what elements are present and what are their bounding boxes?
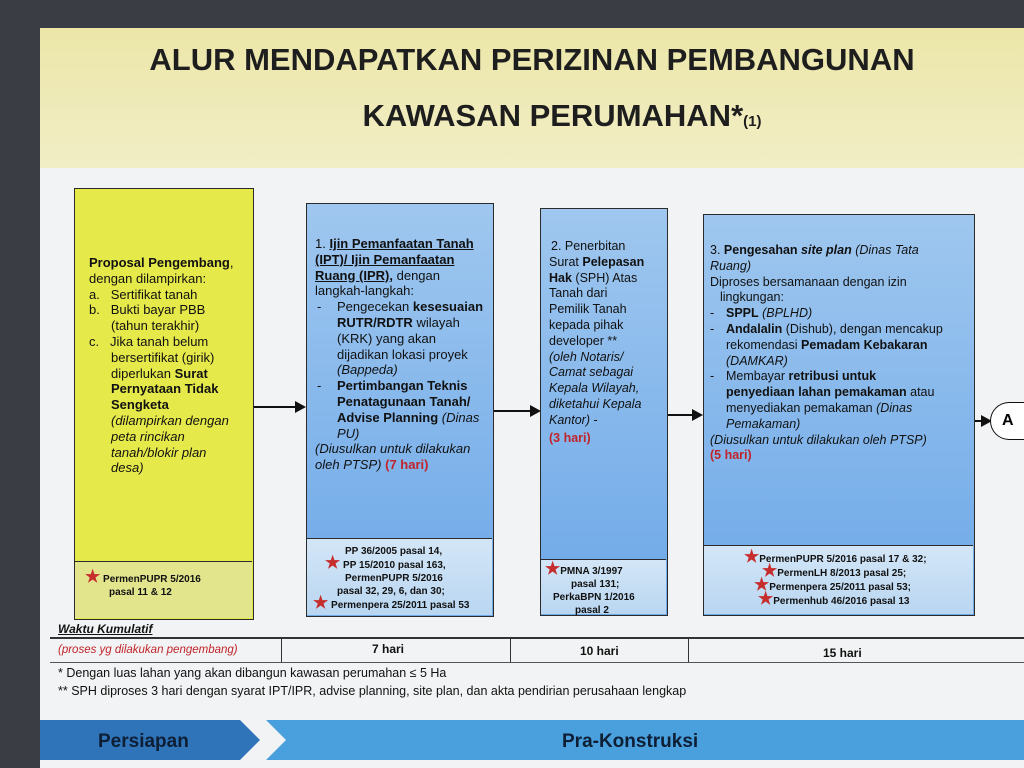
sub-step-agency: (DAMKAR) xyxy=(726,353,788,368)
timeline-segment: 7 hari xyxy=(372,642,405,656)
phase-prakonstruksi-label: Pra-Konstruksi xyxy=(562,731,699,752)
reference-line: PermenPUPR 5/2016 xyxy=(345,573,443,584)
reference-line: PP 15/2010 pasal 163, xyxy=(343,560,446,571)
sub-step-emphasis: kesesuaian xyxy=(412,299,484,315)
sph-reference xyxy=(541,559,666,614)
step-text: Pemilik Tanah xyxy=(549,302,627,317)
list-item: tanah/blokir plan xyxy=(111,444,207,460)
sub-step-text: dijadikan lokasi proyek xyxy=(337,346,468,362)
step-emphasis: Hak xyxy=(549,270,572,285)
list-item: Bukti bayar PBB xyxy=(110,302,206,318)
list-marker: b. xyxy=(89,302,100,318)
step-agency: Ruang) xyxy=(710,258,751,273)
page-title xyxy=(40,42,1024,78)
sub-step-agency: (Dinas xyxy=(876,400,913,415)
star-icon: ★ xyxy=(744,547,760,566)
star-icon: ★ xyxy=(545,559,561,578)
reference-line: pasal 11 & 12 xyxy=(109,587,172,598)
step-note: (Diusulkan untuk dilakukan oleh PTSP) xyxy=(710,432,927,447)
timeline-segment: 10 hari xyxy=(580,644,619,658)
bullet-dash: - xyxy=(317,378,322,394)
step-text: - xyxy=(590,412,598,427)
duration-label: (5 hari) xyxy=(710,448,752,463)
list-item: (dilampirkan dengan xyxy=(111,412,229,428)
step-text: developer ** xyxy=(549,333,618,348)
footnote-1: * Dengan luas lahan yang akan dibangun kawasan perumahan ≤ 5 Ha xyxy=(58,666,447,680)
sub-step-emphasis: penyediaan lahan pemakaman xyxy=(726,385,907,400)
reference-line: PermenLH 8/2013 pasal 25; xyxy=(777,568,907,579)
step-heading-tail: dengan xyxy=(393,267,440,283)
bullet-dash: - xyxy=(317,299,322,315)
bullet-dash: - xyxy=(710,306,715,321)
star-icon: ★ xyxy=(85,567,101,586)
list-item: Pernyataan Tidak xyxy=(111,381,219,397)
timeline-divider xyxy=(281,637,282,662)
step-note: diketahui Kepala xyxy=(549,396,642,411)
step-heading: Ruang (IPR), xyxy=(315,267,393,283)
flow-arrow-3 xyxy=(668,414,694,416)
sub-step-text: (Dishub), dengan mencakup xyxy=(782,321,943,336)
sub-step-agency: PU) xyxy=(337,425,360,441)
timeline-bottom-line xyxy=(50,662,1024,663)
reference-line: pasal 131; xyxy=(571,579,620,590)
list-item: Surat xyxy=(174,365,208,381)
reference-line: Permenpera 25/2011 pasal 53 xyxy=(331,600,470,611)
proposal-text xyxy=(89,255,249,476)
list-item: diperlukan xyxy=(111,365,171,381)
arrow-head-icon xyxy=(692,409,703,421)
reference-line: PMNA 3/1997 xyxy=(560,566,623,577)
sub-step-text: Membayar xyxy=(726,369,789,384)
step-intro: langkah-langkah: xyxy=(315,283,415,299)
sub-step-emphasis: RUTR/RDTR xyxy=(337,314,413,330)
timeline-first-segment: (proses yg dilakukan pengembang) xyxy=(58,644,238,656)
sub-step-emphasis: Pemadam Kebakaran xyxy=(801,337,928,352)
star-icon: ★ xyxy=(754,575,770,594)
title-line-2: KAWASAN PERUMAHAN* xyxy=(362,98,744,133)
reference-line: PerkaBPN 1/2016 xyxy=(553,592,635,603)
list-item: Sertifikat tanah xyxy=(110,286,198,302)
step-heading: (IPT)/ Ijin Pemanfaatan xyxy=(315,251,455,267)
page-title-line-2 xyxy=(40,98,1024,134)
proposal-reference xyxy=(75,561,252,618)
sub-step-text: atau xyxy=(906,385,935,400)
sub-step-text: Pengecekan xyxy=(337,299,413,315)
step-heading: site plan xyxy=(801,243,852,257)
footnote-2: ** SPH diproses 3 hari dengan syarat IPT/IPR, advise planning, site plan, dan akta pendirian perusahaan lengkap xyxy=(58,684,687,698)
sub-step-agency: Pemakaman) xyxy=(726,416,801,431)
timeline-label: Waktu Kumulatif xyxy=(58,622,153,636)
step-number: 1. xyxy=(315,236,326,251)
sub-step-agency: (Dinas xyxy=(438,409,480,425)
star-icon: ★ xyxy=(762,561,778,580)
phase-bar xyxy=(40,716,1024,760)
reference-line: PermenPUPR 5/2016 pasal 17 & 32; xyxy=(759,554,927,565)
ipt-ipr-reference xyxy=(307,538,492,615)
duration-label: (3 hari) xyxy=(549,430,591,445)
site-plan-box xyxy=(703,214,975,616)
timeline-segment: 15 hari xyxy=(823,646,862,660)
reference-line: pasal 32, 29, 6, dan 30; xyxy=(337,586,445,597)
step-note: Camat sebagai xyxy=(549,365,634,380)
proposal-intro: , dengan dilampirkan: xyxy=(89,255,234,286)
step-note: (oleh Notaris/ xyxy=(549,349,624,364)
timeline-top-line xyxy=(50,637,1024,639)
site-plan-reference xyxy=(704,545,973,614)
sub-step-agency: (Bappeda) xyxy=(337,362,398,378)
site-plan-text xyxy=(710,243,974,464)
document-sheet xyxy=(40,28,1024,768)
duration-label: (7 hari) xyxy=(385,457,429,473)
list-marker: c. xyxy=(89,333,100,349)
sub-step-text: wilayah xyxy=(412,314,460,330)
reference-line: pasal 2 xyxy=(575,605,609,616)
star-icon: ★ xyxy=(313,593,329,612)
step-emphasis: Pelepasan xyxy=(582,254,645,269)
ipt-ipr-box xyxy=(306,203,494,617)
title-line-1: ALUR MENDAPATKAN PERIZINAN PEMBANGUNAN xyxy=(149,42,915,77)
step-heading: Ijin Pemanfaatan Tanah xyxy=(329,236,474,251)
step-note: Kantor) xyxy=(549,412,590,427)
proposal-heading: Proposal Pengembang xyxy=(89,255,230,270)
connector-a xyxy=(990,402,1024,440)
step-heading: Pengesahan xyxy=(723,243,802,257)
reference-line: PP 36/2005 pasal 14, xyxy=(345,546,443,557)
title-footnote-ref: (1) xyxy=(743,113,762,130)
list-marker: a. xyxy=(89,286,100,302)
star-icon: ★ xyxy=(325,553,341,572)
flow-arrow-2 xyxy=(494,410,531,412)
step-note: oleh PTSP) xyxy=(315,457,382,473)
sub-step-emphasis: Penatagunaan Tanah/ xyxy=(337,393,471,409)
sph-text xyxy=(549,239,669,446)
timeline-divider xyxy=(510,637,511,662)
step-number: 3. xyxy=(710,243,724,257)
list-item: desa) xyxy=(111,460,144,476)
sub-step-emphasis: Pertimbangan Teknis xyxy=(337,378,468,394)
list-item: bersertifikat (girik) xyxy=(111,349,215,365)
sub-step-emphasis: Advise Planning xyxy=(337,409,439,425)
step-text: kepada pihak xyxy=(549,317,624,332)
ipt-ipr-text xyxy=(315,236,493,473)
sub-step-emphasis: SPPL xyxy=(726,306,759,321)
step-text: Surat xyxy=(549,254,583,269)
sub-step-text: (KRK) yang akan xyxy=(337,330,436,346)
step-note: (Diusulkan untuk dilakukan xyxy=(315,441,471,457)
step-note: Kepala Wilayah, xyxy=(549,381,640,396)
star-icon: ★ xyxy=(758,589,774,608)
arrow-head-icon xyxy=(295,401,306,413)
sub-step-emphasis: retribusi untuk xyxy=(788,369,877,384)
flow-arrow-1 xyxy=(254,406,296,408)
reference-line: Permenpera 25/2011 pasal 53; xyxy=(769,582,912,593)
reference-line: PermenPUPR 5/2016 xyxy=(103,574,201,585)
list-item: Jika tanah belum xyxy=(109,333,209,349)
phase-persiapan-label: Persiapan xyxy=(98,731,189,752)
sub-step-emphasis: Andalalin xyxy=(726,321,783,336)
step-text: Tanah dari xyxy=(549,286,608,301)
title-band xyxy=(40,28,1024,168)
proposal-box xyxy=(74,188,254,620)
sub-step-agency: (BPLHD) xyxy=(758,306,813,321)
step-text: (SPH) Atas xyxy=(571,270,638,285)
timeline-divider xyxy=(688,637,689,662)
sub-step-text: menyediakan pemakaman xyxy=(726,400,877,415)
step-agency: (Dinas Tata xyxy=(851,243,919,257)
reference-line: Permenhub 46/2016 pasal 13 xyxy=(773,596,910,607)
bullet-dash: - xyxy=(710,369,715,384)
list-item: peta rincikan xyxy=(111,428,185,444)
list-item: (tahun terakhir) xyxy=(111,318,200,334)
step-heading: 2. Penerbitan xyxy=(551,239,626,253)
step-text: lingkungan: xyxy=(720,290,784,305)
step-text: Diproses bersamanaan dengan izin xyxy=(710,274,907,289)
sph-box xyxy=(540,208,668,616)
connector-label: A xyxy=(1002,412,1014,429)
sub-step-text: rekomendasi xyxy=(726,337,802,352)
bullet-dash: - xyxy=(710,321,715,336)
list-item: Sengketa xyxy=(111,397,169,413)
